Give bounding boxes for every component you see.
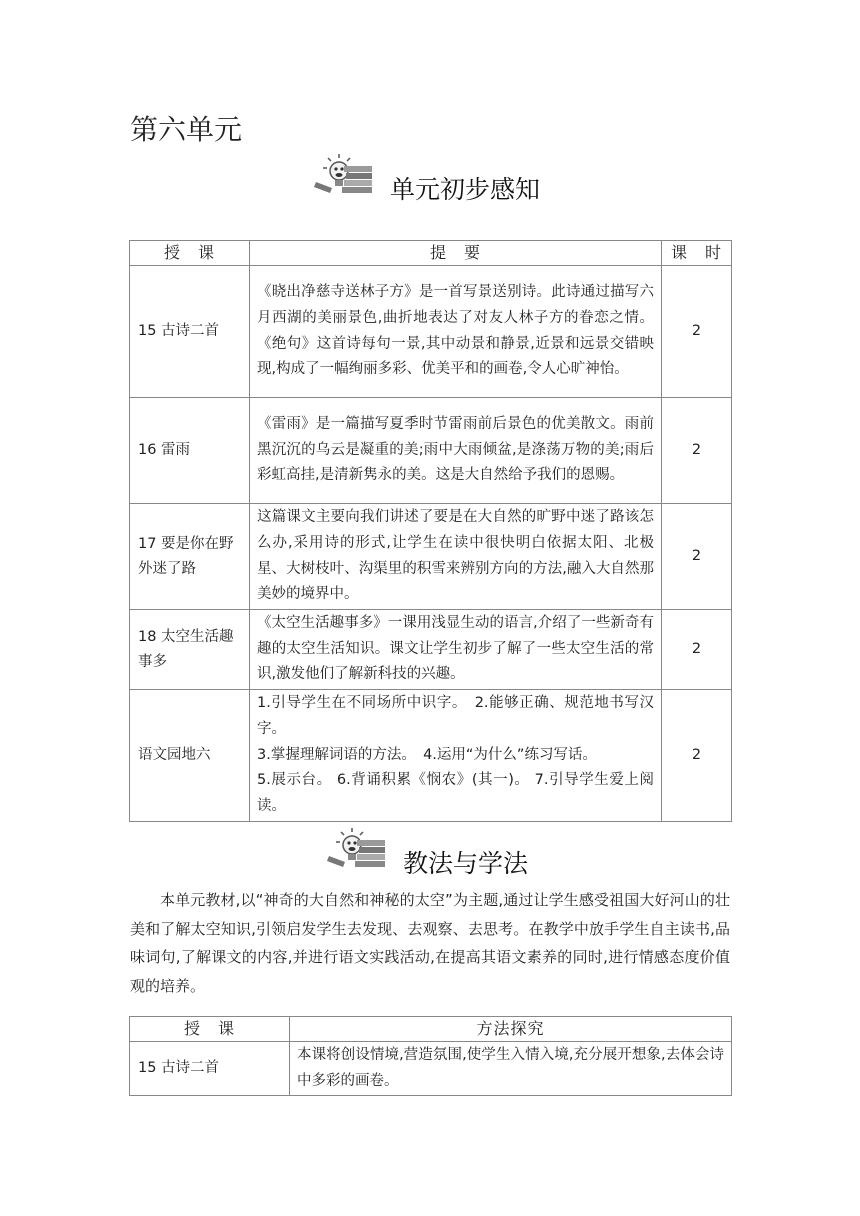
lightbulb-books-icon — [325, 826, 389, 872]
lesson-cell: 17 要是你在野外迷了路 — [130, 504, 250, 610]
column-header-method: 方法探究 — [290, 1017, 732, 1042]
hours-cell: 2 — [662, 610, 732, 690]
hours-cell: 2 — [662, 398, 732, 504]
table-row — [130, 690, 732, 822]
lesson-cell: 16 雷雨 — [130, 398, 250, 504]
column-header-lesson: 授 课 — [130, 1017, 290, 1042]
summary-line: 5.展示台。 6.背诵积累《悯农》(其一)。 7.引导学生爱上阅读。 — [257, 772, 654, 815]
lesson-summary-table — [129, 240, 732, 822]
lesson-cell: 语文园地六 — [130, 690, 250, 822]
summary-cell: 《晓出净慈寺送林子方》是一首写景送别诗。此诗通过描写六月西湖的美丽景色,曲折地表达了对友人林子方的眷恋之情。《绝句》这首诗每句一景,其中动景和静景,近景和远景交错映现,构成了一幅绚丽多彩、优美平和的画卷,令人心旷神怡。 — [250, 266, 662, 398]
table-row — [130, 1042, 732, 1096]
lesson-cell: 18 太空生活趣事多 — [130, 610, 250, 690]
table-row — [130, 398, 732, 504]
method-cell: 本课将创设情境,营造氛围,使学生入情入境,充分展开想象,去体会诗中多彩的画卷。 — [290, 1042, 732, 1096]
lesson-cell: 15 古诗二首 — [130, 266, 250, 398]
lesson-cell: 15 古诗二首 — [130, 1042, 290, 1096]
summary-line: 1.引导学生在不同场所中识字。 2.能够正确、规范地书写汉字。 — [257, 695, 654, 737]
summary-cell: 《雷雨》是一篇描写夏季时节雷雨前后景色的优美散文。雨前黑沉沉的乌云是凝重的美;雨中大雨倾盆,是涤荡万物的美;雨后彩虹高挂,是清新隽永的美。这是大自然给予我们的恩赐。 — [250, 398, 662, 504]
lightbulb-books-icon — [312, 152, 376, 198]
column-header-hours: 课 时 — [662, 241, 732, 266]
summary-cell: 这篇课文主要向我们讲述了要是在大自然的旷野中迷了路该怎么办,采用诗的形式,让学生在读中很快明白依据太阳、北极星、大树枝叶、沟渠里的积雪来辨别方向的方法,融入大自然那美妙的境界中。 — [250, 504, 662, 610]
summary-line: 3.掌握理解词语的方法。 4.运用“为什么”练习写话。 — [257, 746, 597, 763]
section-header-perception — [0, 152, 860, 212]
column-header-summary: 提 要 — [250, 241, 662, 266]
unit-title: 第六单元 — [130, 113, 243, 146]
hours-cell: 2 — [662, 690, 732, 822]
intro-paragraph: 本单元教材,以“神奇的大自然和神秘的太空”为主题,通过让学生感受祖国大好河山的壮美和了解太空知识,引领启发学生去发现、去观察、去思考。在教学中放手学生自主读书,品味词句,了解课文的内容,并进行语文实践活动,在提高其语文素养的同时,进行情感态度价值观的培养。 — [130, 891, 730, 995]
hours-cell: 2 — [662, 504, 732, 610]
section-header-methods — [0, 826, 860, 886]
section-title-methods: 教法与学法 — [403, 849, 529, 878]
table-row — [130, 610, 732, 690]
table-header-row — [130, 241, 732, 266]
table-row — [130, 504, 732, 610]
section-title-perception: 单元初步感知 — [390, 175, 541, 204]
hours-cell: 2 — [662, 266, 732, 398]
table-header-row — [130, 1017, 732, 1042]
summary-cell: 《太空生活趣事多》一课用浅显生动的语言,介绍了一些新奇有趣的太空生活知识。课文让学生初步了解了一些太空生活的常识,激发他们了解新科技的兴趣。 — [250, 610, 662, 690]
column-header-lesson: 授 课 — [130, 241, 250, 266]
table-row — [130, 266, 732, 398]
summary-cell — [250, 690, 662, 822]
method-table — [129, 1016, 732, 1096]
